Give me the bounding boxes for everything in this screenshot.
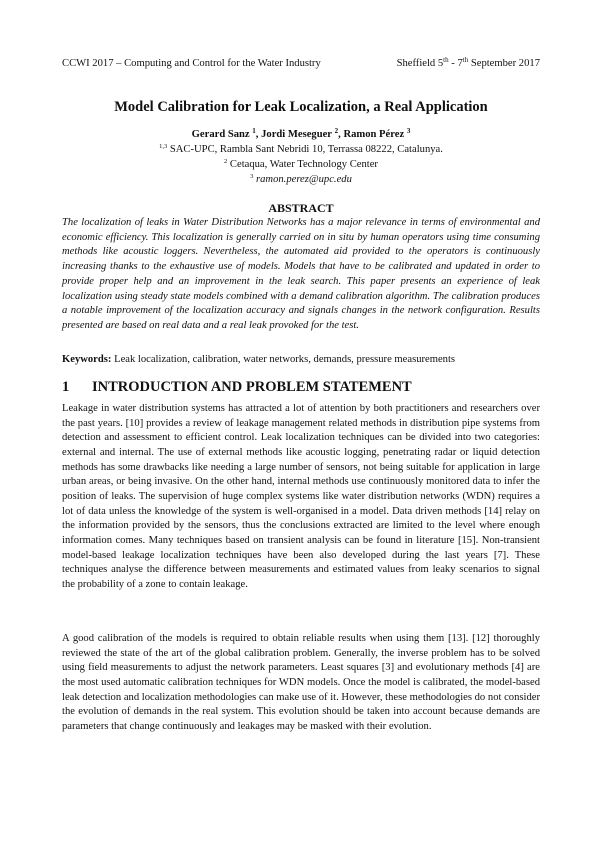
paper-title: Model Calibration for Leak Localization, a Real Application [114,99,488,115]
abstract-text: The localization of leaks in Water Distribution Networks has a major relevance in terms of environmental and economic efficiency. This localization is generally carried on in situ by human operators using time consuming methods like acoustic loggers. Nevertheless, the automated aid provided to the operators is continuously increasing thanks to the exhaustive use of models. Models that have to be calibrated and updated in order to provide proper help and an improvement in the leak search. This paper presents an experience of leak localization using steady state models combined with a demand calibration algorithm. The calibration produces a notable improvement of the localization accuracy and signals changes in the network configuration. Results presented are based on real data and a real leak provoked for the test. [62,217,540,331]
author-sup: 3 [406,127,411,135]
conference-name: CCWI 2017 – Computing and Control for the Water Industry [62,58,321,69]
keywords-text: Leak localization, calibration, water networks, demands, pressure measurements [114,354,456,365]
section-heading [62,379,540,396]
body-paragraph-1: Leakage in water distribution systems has attracted a lot of attention by both practitioners and researchers over the past years. [10] provides a review of leakage management related methods in distribution pipe systems from detection and assessment to efficient control. Leak localization techniques can be divided into two categories: external and internal. The use of external methods like acoustic logging, penetrating radar or liquid detection methods has some drawbacks like needing a large number of sensors, not being suitable for application in large urban areas, or being invasive. On the other hand, internal methods use continuously monitored data to infer the position of leaks. The supervision of huge complex systems like water distribution networks (WDN) requires a lot of data unless the knowledge of the system is well-organised in a model. Data driven methods [14] relay on the information provided by the sensors, thus the conclusions extracted are limited to the level where enough information comes. Many techniques based on transient analysis can be found in literature [15]. Non-transient model-based leakage localization techniques have been also developed during the last years [7]. These techniques analyse the difference between measurements and estimated values from leaky scenarios to signal the probability of a zone to contain leakage. [62,403,540,590]
keywords-label: Keywords: [62,354,112,365]
author-name: Gerard Sanz [191,129,250,140]
author-email: $^3$ ramon.perez@upc.edu [250,173,352,185]
author-sup: 2 [334,127,339,135]
author-name: Jordi Meseguer [261,129,332,140]
section-title: INTRODUCTION AND PROBLEM STATEMENT [92,379,412,395]
author-sup: 1 [252,127,256,135]
body-paragraph-2: A good calibration of the models is required to obtain reliable results when using them [13]. [12] thoroughly reviewed the state of the art of the global calibration problem. Generally, the inverse problem has to be solved using field measurements to adjust the network parameters. Least squares [3] and evolutionary methods [4] are the most used automatic calibration techniques for WDN models. Once the model is calibrated, the model-based leak detection and localization methodologies can make use of it. However, these methodologies do not consider the evolution of demands in the real system. This evolution should be taken into account because demands are parameters that change continuously and leakages may be masked with their evolution. [62,633,540,732]
affiliation-2: $^2$ Cetaqua, Water Technology Center [224,158,378,170]
author-list: Gerard Sanz $^1$, Jordi Meseguer $^2$, Ramon Pérez $^3$ [191,127,411,140]
affiliation-1: $^{1,3}$ SAC-UPC, Rambla Sant Nebridi 10, Terrassa 08222, Catalunya. [159,143,443,155]
section-number: 1 [62,379,70,395]
abstract-heading: ABSTRACT [268,201,334,215]
author-name: Ramon Pérez [343,129,405,140]
conference-dates: Sheffield 5th - 7th September 2017 [396,56,540,69]
keywords-line [62,353,540,366]
